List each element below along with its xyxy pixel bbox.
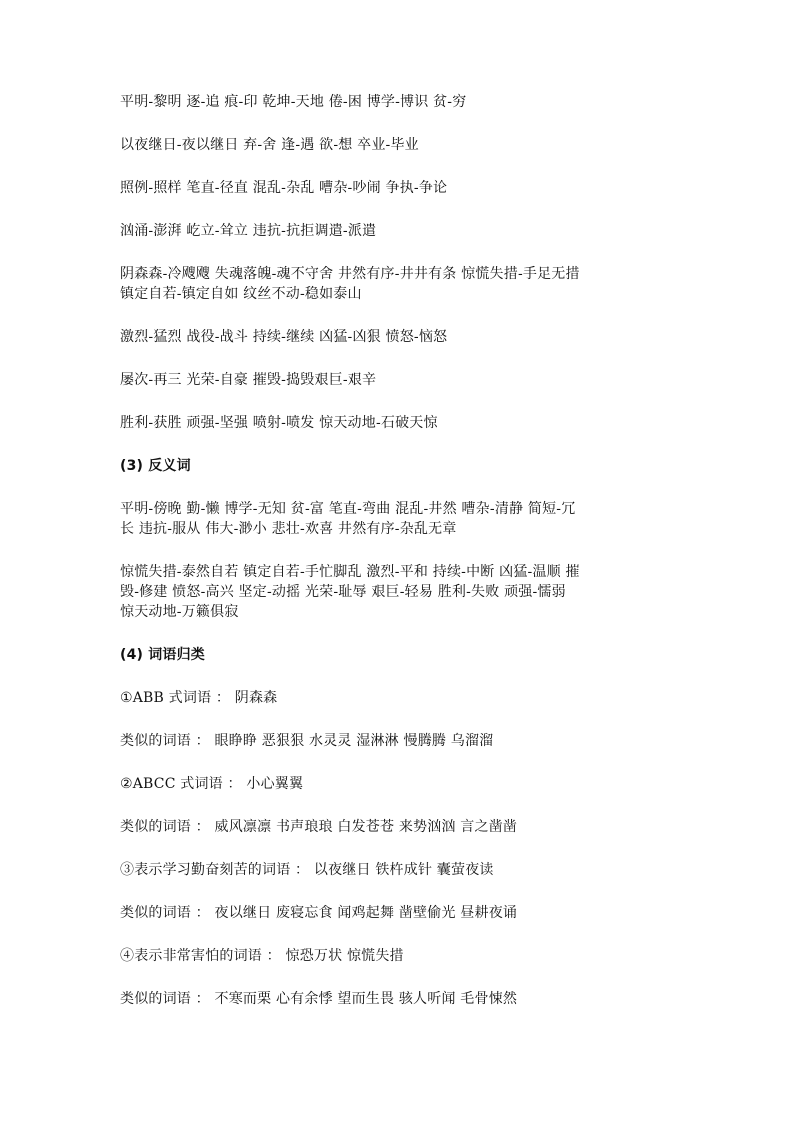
text-line: 类似的词语 ： 眼睁睁 恶狠狠 水灵灵 湿淋淋 慢腾腾 乌溜溜 (120, 733, 494, 749)
text-paragraph (120, 135, 680, 155)
text-paragraph (120, 264, 680, 304)
text-paragraph (120, 562, 680, 622)
text-line: 以夜继日-夜以继日 弃-舍 逢-遇 欲-想 卒业-毕业 (120, 137, 419, 153)
document-page (120, 92, 680, 1032)
text-paragraph (120, 860, 680, 880)
text-paragraph (120, 327, 680, 347)
text-line: 屡次-再三 光荣-自豪 摧毁-捣毁艰巨-艰辛 (120, 372, 377, 388)
text-paragraph (120, 178, 680, 198)
text-paragraph (120, 370, 680, 390)
text-line: 镇定自若-镇定自如 纹丝不动-稳如泰山 (120, 286, 362, 302)
text-line: 阴森森-冷飕飕 失魂落魄-魂不守舍 井然有序-井井有条 惊慌失措-手足无措 (120, 266, 580, 282)
text-line: 汹涌-澎湃 屹立-耸立 违抗-抗拒调遣-派遣 (120, 223, 377, 239)
text-line: 平明-黎明 逐-追 痕-印 乾坤-天地 倦-困 博学-博识 贫-穷 (120, 94, 467, 110)
text-line: 毁-修建 愤怒-高兴 坚定-动摇 光荣-耻辱 艰巨-轻易 胜利-失败 顽强-懦弱 (120, 584, 566, 600)
text-line: ②ABCC 式词语 ： 小心翼翼 (120, 776, 304, 792)
text-paragraph (120, 413, 680, 433)
text-line: ①ABB 式词语 ： 阴森森 (120, 690, 278, 706)
text-paragraph (120, 92, 680, 112)
text-line: 惊天动地-万籁俱寂 (120, 604, 239, 620)
text-paragraph (120, 499, 680, 539)
section-heading (120, 645, 680, 665)
text-line: 胜利-获胜 顽强-坚强 喷射-喷发 惊天动地-石破天惊 (120, 415, 438, 431)
text-paragraph (120, 903, 680, 923)
text-line: 类似的词语 ： 不寒而栗 心有余悸 望而生畏 骇人听闻 毛骨悚然 (120, 991, 518, 1007)
text-line: 平明-傍晚 勤-懒 博学-无知 贫-富 笔直-弯曲 混乱-井然 嘈杂-清静 简短-冗 (120, 501, 576, 517)
text-paragraph (120, 731, 680, 751)
text-line: 惊慌失措-泰然自若 镇定自若-手忙脚乱 激烈-平和 持续-中断 凶猛-温顺 摧 (120, 564, 580, 580)
text-line: 类似的词语 ： 威风凛凛 书声琅琅 白发苍苍 来势汹汹 言之凿凿 (120, 819, 518, 835)
text-line: ④表示非常害怕的词语 ： 惊恐万状 惊慌失措 (120, 948, 404, 964)
section-heading (120, 456, 680, 476)
text-line: (4) 词语归类 (120, 647, 206, 663)
text-line: 照例-照样 笔直-径直 混乱-杂乱 嘈杂-吵闹 争执-争论 (120, 180, 448, 196)
text-line: ③表示学习勤奋刻苦的词语 ： 以夜继日 铁杵成针 囊萤夜读 (120, 862, 494, 878)
text-paragraph (120, 817, 680, 837)
text-paragraph (120, 946, 680, 966)
text-line: 长 违抗-服从 伟大-渺小 悲壮-欢喜 井然有序-杂乱无章 (120, 521, 457, 537)
text-paragraph (120, 221, 680, 241)
text-paragraph (120, 989, 680, 1009)
text-line: 激烈-猛烈 战役-战斗 持续-继续 凶猛-凶狠 愤怒-恼怒 (120, 329, 448, 345)
text-line: (3) 反义词 (120, 458, 191, 474)
text-paragraph (120, 774, 680, 794)
text-line: 类似的词语 ： 夜以继日 废寝忘食 闻鸡起舞 凿壁偷光 昼耕夜诵 (120, 905, 518, 921)
text-paragraph (120, 688, 680, 708)
